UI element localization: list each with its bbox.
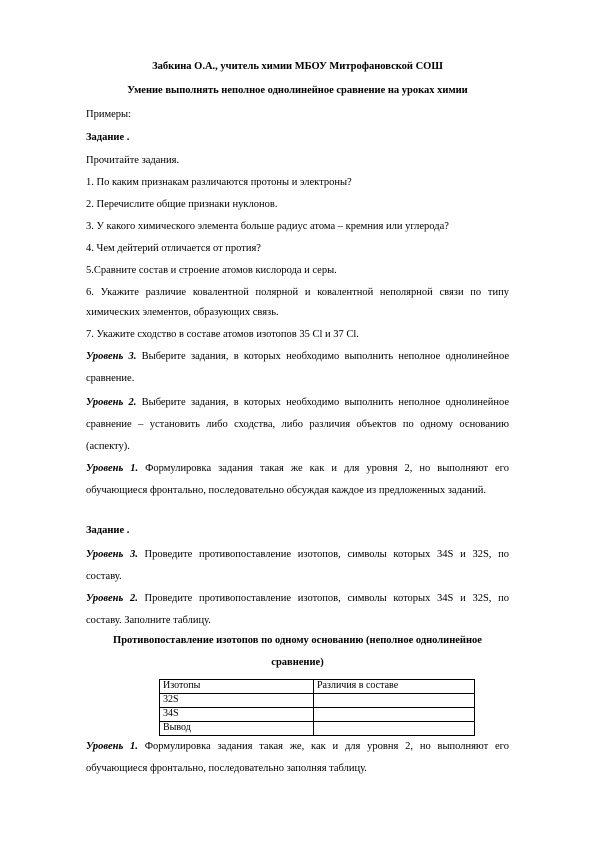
task1-level1-line-2: обучающиеся фронтально, последовательно обсуждая каждое из предложенных заданий. — [86, 485, 487, 496]
level-label: Уровень 2. — [86, 593, 138, 604]
question-6-line-1: 6. Укажите различие ковалентной полярной и ковалентной неполярной связи по типу — [86, 287, 509, 298]
level-label: Уровень 1. — [86, 463, 139, 474]
task2-level3-line-1: Уровень 3. Проведите противопоставление изотопов, символы которых 34S и 32S, по — [86, 549, 509, 560]
level-label: Уровень 3. — [86, 549, 138, 560]
level-label: Уровень 1. — [86, 741, 138, 752]
table-header-cell: Изотопы — [160, 680, 314, 694]
table-title-line-1: Противопоставление изотопов по одному основанию (неполное однолинейное — [113, 635, 482, 646]
task1-level2-line-2: сравнение – установить либо сходства, либо различия объектов по одному основанию — [86, 419, 509, 430]
task2-level1-line-1: Уровень 1. Формулировка задания такая же, как и для уровня 2, но выполняют его — [86, 741, 509, 752]
task1-level2-line-3: (аспекту). — [86, 441, 130, 452]
document-subtitle: Умение выполнять неполное однолинейное сравнение на уроках химии — [127, 85, 468, 96]
table-cell: 34S — [160, 708, 314, 722]
level-label: Уровень 3. — [86, 351, 137, 362]
table-header-row — [160, 680, 475, 694]
table-header-cell: Различия в составе — [314, 680, 475, 694]
task2-level3-line-2: составу. — [86, 571, 122, 582]
table-cell — [314, 694, 475, 708]
table-row — [160, 722, 475, 736]
task1-level3-line-2: сравнение. — [86, 373, 135, 384]
author-heading: Забкина О.А., учитель химии МБОУ Митрофановской СОШ — [152, 61, 443, 72]
question-3: 3. У какого химического элемента больше радиус атома – кремния или углерода? — [86, 221, 449, 232]
table-title-line-2: сравнение) — [271, 657, 324, 668]
task1-level2-line-1: Уровень 2. Выберите задания, в которых необходимо выполнить неполное однолинейное — [86, 397, 509, 408]
question-1: 1. По каким признакам различаются протоны и электроны? — [86, 177, 352, 188]
question-7: 7. Укажите сходство в составе атомов изотопов 35 Cl и 37 Cl. — [86, 329, 359, 340]
examples-label: Примеры: — [86, 109, 131, 120]
question-5: 5.Сравните состав и строение атомов кислорода и серы. — [86, 265, 337, 276]
task2-level1-line-2: обучающиеся фронтально, последовательно заполняя таблицу. — [86, 763, 367, 774]
table-cell: 32S — [160, 694, 314, 708]
isotope-comparison-table — [159, 679, 475, 736]
task2-level2-line-1: Уровень 2. Проведите противопоставление изотопов, символы которых 34S и 32S, по — [86, 593, 509, 604]
table-cell — [314, 708, 475, 722]
table-cell: Вывод — [160, 722, 314, 736]
level-label: Уровень 2. — [86, 397, 137, 408]
question-6-line-2: химических элементов, образующих связь. — [86, 307, 279, 318]
table-cell — [314, 722, 475, 736]
question-2: 2. Перечислите общие признаки нуклонов. — [86, 199, 278, 210]
table-row — [160, 708, 475, 722]
task2-level2-line-2: составу. Заполните таблицу. — [86, 615, 211, 626]
question-4: 4. Чем дейтерий отличается от протия? — [86, 243, 261, 254]
task1-level1-line-1: Уровень 1. Формулировка задания такая же как и для уровня 2, но выполняют его — [86, 463, 509, 474]
task2-title: Задание . — [86, 525, 130, 536]
task1-intro: Прочитайте задания. — [86, 155, 180, 166]
task1-title: Задание . — [86, 132, 130, 143]
table-row — [160, 694, 475, 708]
task1-level3-line-1: Уровень 3. Выберите задания, в которых необходимо выполнить неполное однолинейное — [86, 351, 509, 362]
